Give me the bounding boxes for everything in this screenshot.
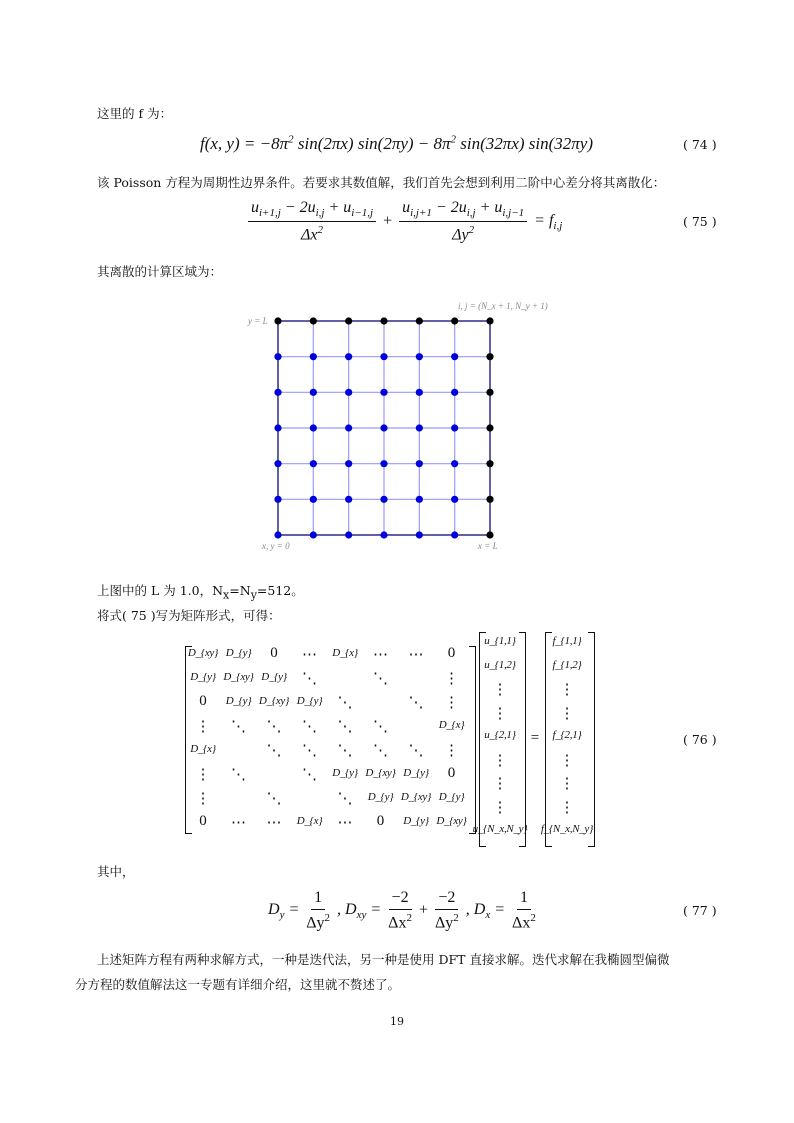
u-vector-entry: ⋮ <box>492 705 508 722</box>
matrix-entry: D_{y} <box>403 815 429 827</box>
f-vector-right-bracket <box>588 632 595 847</box>
matrix-entry: ⋱ <box>231 767 246 783</box>
matrix-entry: ⋱ <box>408 743 424 759</box>
matrix-entry: ⋯ <box>266 815 282 831</box>
equation-number-75: ( 75 ) <box>683 214 717 229</box>
u-vector-entry: ⋮ <box>492 799 508 816</box>
numerator: −2 <box>435 889 458 910</box>
u-vector-entry: ⋮ <box>492 682 508 698</box>
matrix-entry: ⋮ <box>195 767 211 783</box>
fraction <box>388 889 412 932</box>
plus-sign: + <box>418 901 428 919</box>
matrix-entry: ⋱ <box>302 767 317 783</box>
matrix-entry: ⋱ <box>266 791 282 807</box>
matrix-entry: ⋱ <box>231 719 246 735</box>
denominator: $\Delta x^2$ <box>388 912 412 932</box>
matrix-entry: D_{y} <box>332 767 358 779</box>
matrix-intro: 将式( 75 )写为矩阵形式，可得： <box>97 608 281 623</box>
matrix-entry: ⋮ <box>444 671 459 687</box>
matrix-entry: D_{xy} <box>187 647 219 659</box>
matrix-entry: ⋯ <box>231 815 246 831</box>
conclusion-line-1: 上述矩阵方程有两种求解方式，一种是迭代法，另一种是使用 DFT 直接求解。迭代求解在我椭圆型偏微 <box>97 952 670 967</box>
matrix-entry: ⋱ <box>408 695 424 711</box>
matrix-entry: D_{x} <box>332 647 358 659</box>
matrix-entry: ⋱ <box>337 743 353 759</box>
grid-label-bottom-left: x, y = 0 <box>262 541 290 551</box>
matrix-entry: D_{xy} <box>436 815 467 827</box>
denominator: $\Delta x^2$ <box>512 912 536 932</box>
numerator: 1 <box>517 889 531 910</box>
f-vector-entry: ⋮ <box>559 705 575 722</box>
numerator: $u_{i+1,j} - 2u_{i,j} + u_{i-1,j}$ <box>248 199 376 222</box>
f-vector-entry: ⋮ <box>559 776 575 792</box>
matrix-entry: D_{y} <box>225 695 252 707</box>
u-vector-entry: u_{2,1} <box>484 729 516 741</box>
matrix-entry: ⋯ <box>337 815 353 831</box>
denominator: $\Delta x^2$ <box>301 224 324 244</box>
f-vector-entry: f_{N_x,N_y} <box>540 823 594 835</box>
matrix-entry: ⋱ <box>302 743 317 759</box>
matrix-right-bracket <box>469 646 476 834</box>
equation-number-74: ( 74 ) <box>683 137 717 152</box>
equation-74-text: f(x, $y) = -8\pi^2$ sin(2πx) $\sin(2\pi y) - 8\pi^2$ sin(32πx) sin(32πy) <box>200 133 593 153</box>
matrix-entry: D_{xy} <box>258 695 290 707</box>
matrix-entry: D_{y} <box>296 695 323 707</box>
matrix-entry: D_{xy} <box>223 671 254 683</box>
intro-f-text: 这里的 f 为： <box>97 106 173 121</box>
matrix-entry: 0 <box>199 813 207 829</box>
grid-label-top-left: y = L <box>248 316 268 326</box>
matrix-entry: ⋱ <box>302 719 317 735</box>
equation-number-77: ( 77 ) <box>683 903 717 918</box>
domain-intro: 其离散的计算区域为： <box>97 264 223 279</box>
matrix-entry: ⋱ <box>266 719 282 735</box>
f-vector-entry: ⋮ <box>559 682 575 698</box>
matrix-entry: ⋱ <box>337 719 353 735</box>
u-vector-entry: u_{1,2} <box>484 658 516 671</box>
matrix-entry: D_{y} <box>261 671 287 683</box>
matrix-entry: ⋯ <box>408 647 424 663</box>
matrix-entry: ⋱ <box>302 671 317 687</box>
dxy-label: , $D_{xy}$ = <box>337 901 382 922</box>
denominator: $\Delta y^2$ <box>452 224 475 244</box>
matrix-entry: D_{x} <box>190 743 216 755</box>
grid-label-top-right: i, j = (N_x + 1, N_y + 1) <box>458 301 548 311</box>
fraction <box>306 889 330 932</box>
matrix-entry: D_{y} <box>438 791 465 803</box>
plus-sign: + <box>383 212 393 230</box>
denominator: $\Delta y^2$ <box>306 912 331 932</box>
matrix-entry: ⋯ <box>373 647 388 663</box>
f-vector-entry: f_{2,1} <box>552 729 582 741</box>
f-vector-entry: f_{1,2} <box>552 658 582 671</box>
matrix-entry: ⋱ <box>337 791 353 807</box>
matrix-entry: ⋱ <box>337 695 353 711</box>
matrix-entry: 0 <box>270 645 278 661</box>
matrix-entry: ⋱ <box>373 671 388 687</box>
grid-label-bottom-right: x = L <box>478 541 498 551</box>
dy-label: $D_y$ = <box>268 901 300 922</box>
poisson-paragraph: 该 Poisson 方程为周期性边界条件。若要求其数值解，我们首先会想到利用二阶中心差分将其离散化： <box>97 175 666 190</box>
u-vector-entry: u_{N_x,N_y} <box>472 823 528 835</box>
f-vector-entry: ⋮ <box>559 799 575 816</box>
matrix-entry: ⋯ <box>302 647 317 663</box>
fraction <box>512 889 536 932</box>
u-vector-entry: ⋮ <box>492 752 508 769</box>
where-label: 其中， <box>97 864 135 879</box>
matrix-entry: 0 <box>376 813 385 829</box>
matrix-entry: ⋮ <box>195 719 211 735</box>
conclusion-line-2: 分方程的数值解法这一专题有详细介绍，这里就不赘述了。 <box>75 977 401 992</box>
f-vector-entry: ⋮ <box>559 752 575 769</box>
numerator: 1 <box>311 889 325 910</box>
matrix-entry: 0 <box>447 645 456 661</box>
denominator: $\Delta y^2$ <box>435 912 459 932</box>
matrix-entry: 0 <box>447 765 456 781</box>
matrix-entry: ⋮ <box>444 695 459 711</box>
page-number: 19 <box>390 1015 404 1028</box>
u-vector-entry: u_{1,1} <box>484 635 516 647</box>
numerator: $u_{i,j+1} - 2u_{i,j} + u_{i,j-1}$ <box>399 199 527 222</box>
matrix-entry: D_{y} <box>367 791 394 803</box>
matrix-entry: D_{x} <box>296 815 323 827</box>
matrix-entry: ⋱ <box>373 719 388 735</box>
equals-sign: = <box>530 730 540 746</box>
matrix-entry: D_{y} <box>190 671 216 683</box>
matrix-entry: ⋱ <box>266 743 282 759</box>
fraction <box>435 889 459 932</box>
matrix-entry: ⋱ <box>373 743 388 759</box>
matrix-entry: ⋮ <box>195 791 211 807</box>
equation-77 <box>268 889 539 932</box>
dx-label: , $D_x$ = <box>465 901 506 922</box>
f-vector-entry: f_{1,1} <box>552 635 582 647</box>
equation-number-76: ( 76 ) <box>683 732 717 747</box>
matrix-entry: ⋮ <box>444 743 459 759</box>
matrix-entry: D_{y} <box>403 767 429 779</box>
matrix-entry: D_{xy} <box>400 791 432 803</box>
matrix-entry: 0 <box>199 693 207 709</box>
figure-caption-text: 上图中的 L 为 1.0，$N_x=N_y=512$。 <box>97 583 304 602</box>
matrix-entry: D_{x} <box>438 719 465 731</box>
numerator: −2 <box>389 889 412 910</box>
u-vector-entry: ⋮ <box>492 776 508 792</box>
equation-rhs: = $f_{i,j}$ <box>534 212 563 233</box>
matrix-entry: D_{y} <box>225 647 252 659</box>
matrix-entry: D_{xy} <box>365 767 396 779</box>
